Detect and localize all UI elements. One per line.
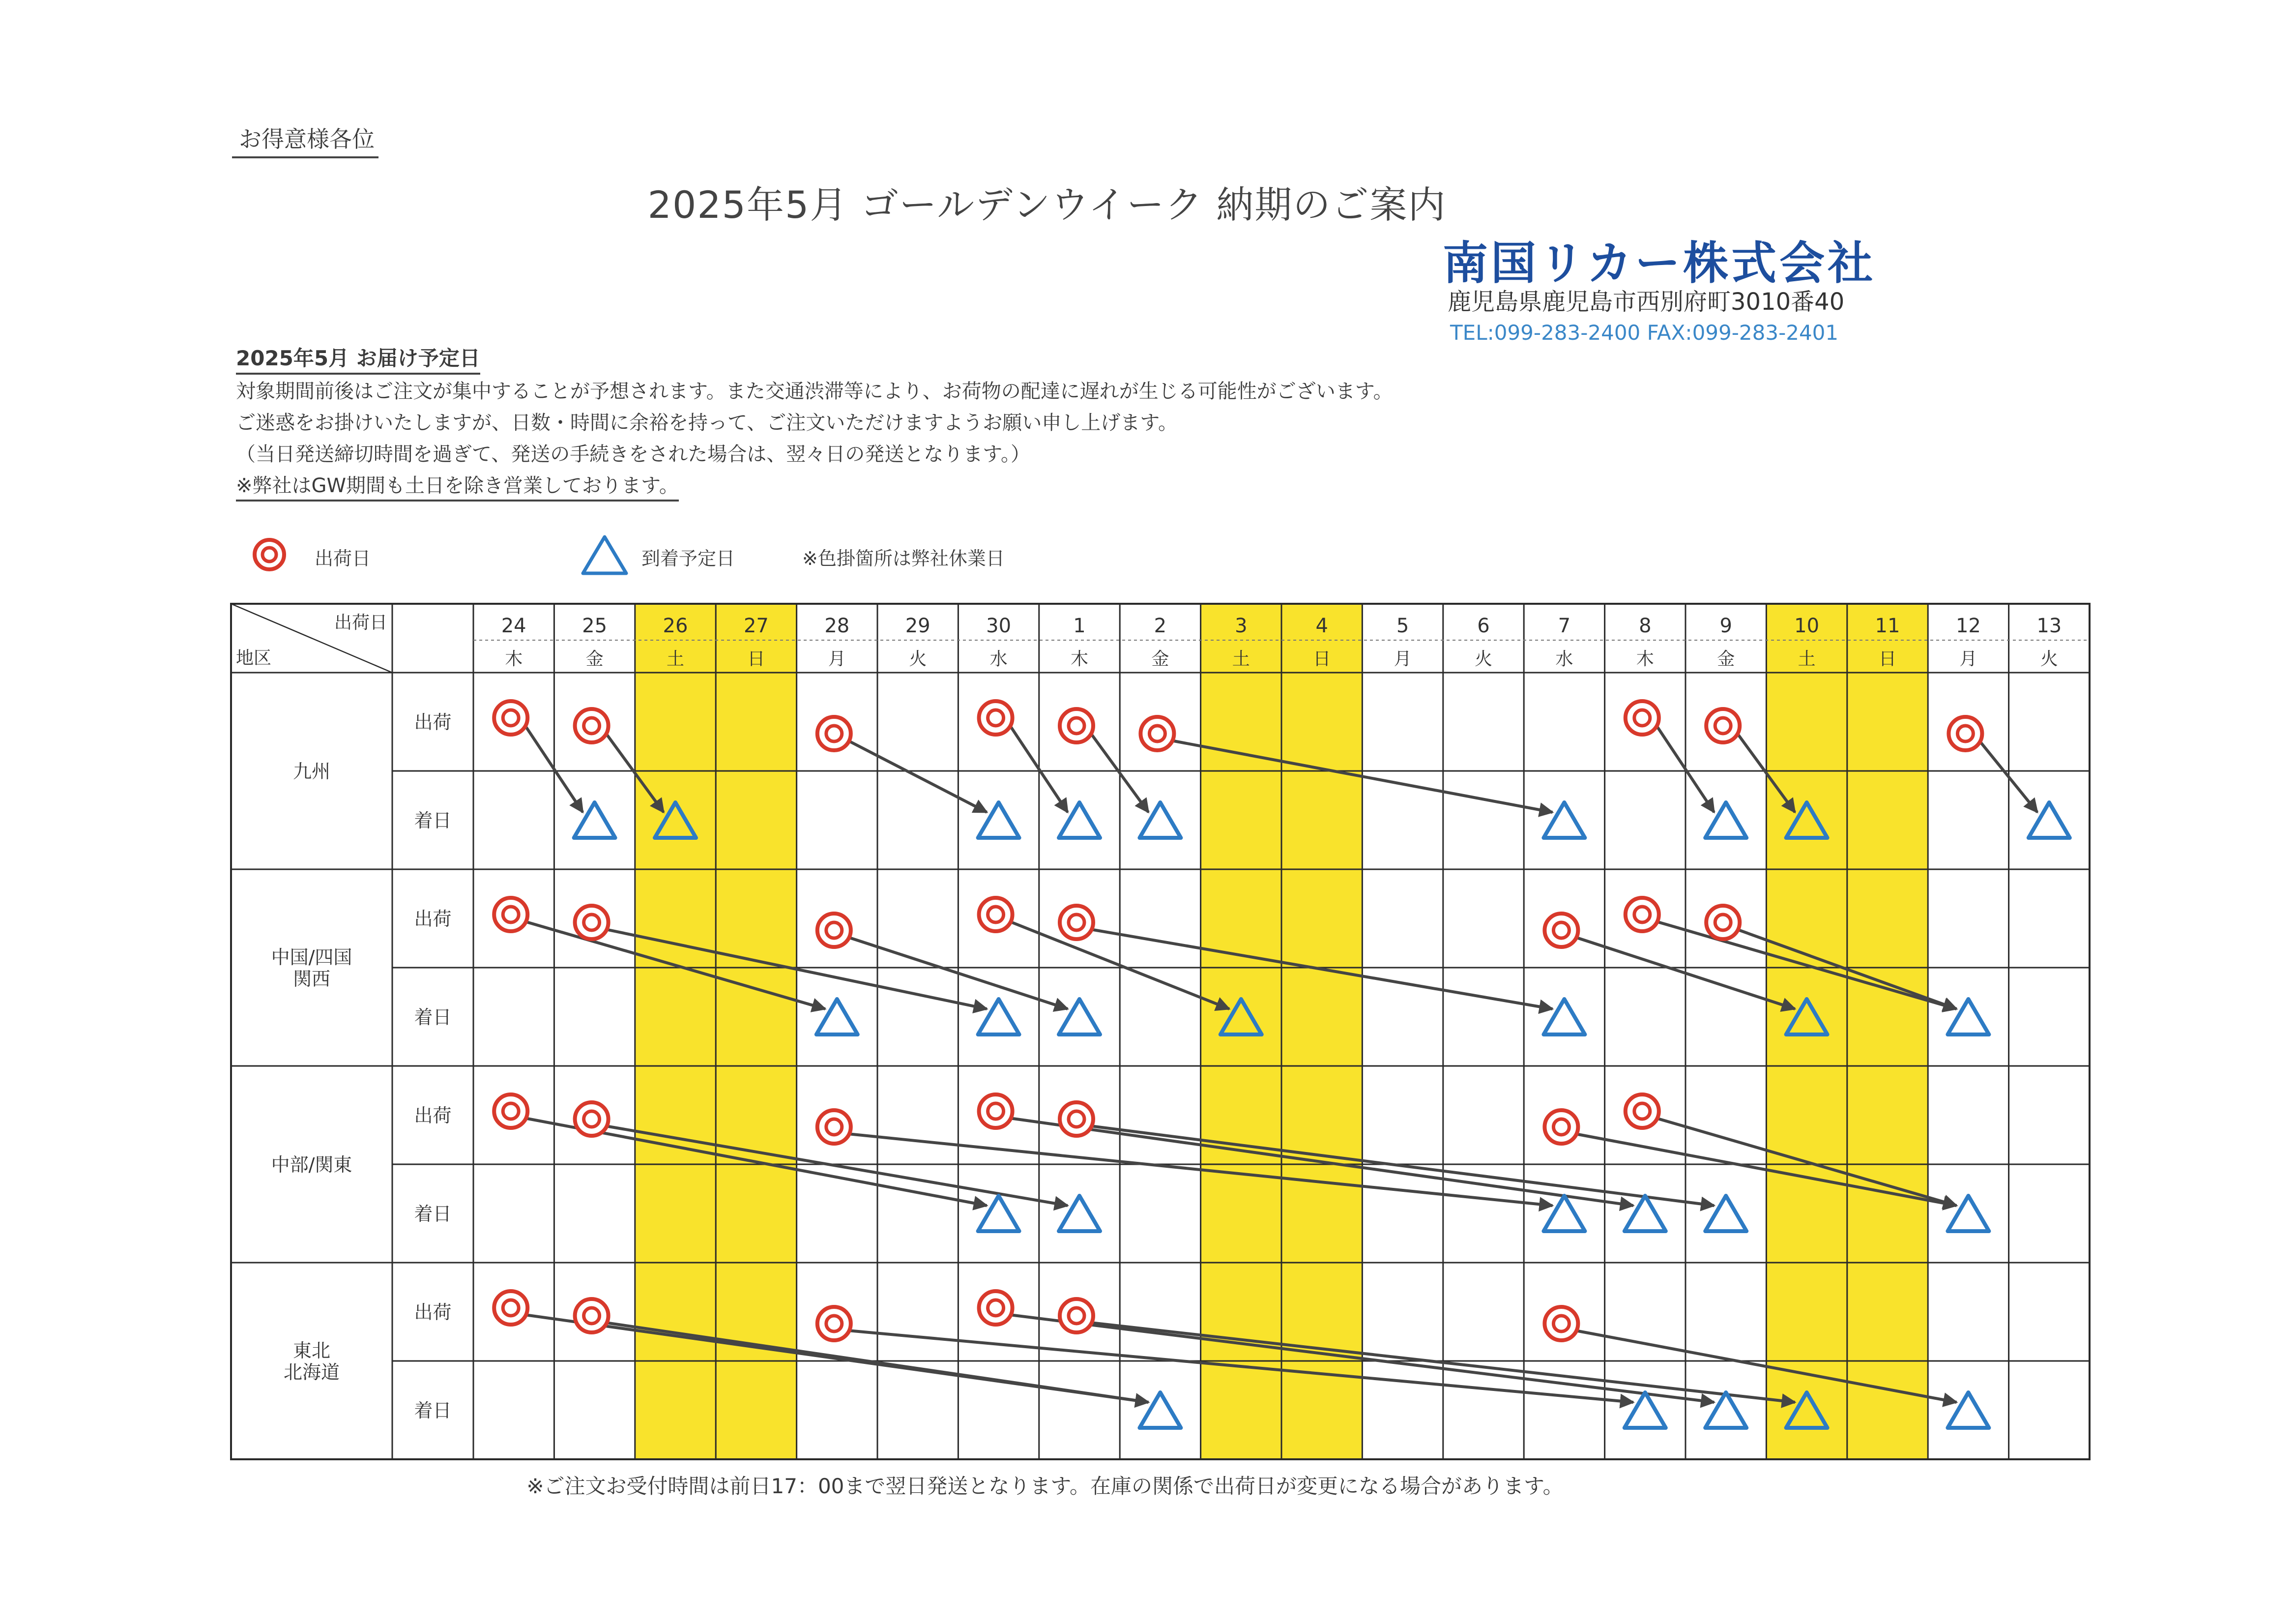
- ship-marker: [1060, 1102, 1093, 1136]
- row-label-arrive: 着日: [414, 1203, 452, 1225]
- arrive-marker: [1139, 1392, 1181, 1428]
- arrive-marker: [978, 1196, 1019, 1231]
- arrive-marker: [1705, 1392, 1746, 1428]
- arrive-marker: [1543, 999, 1585, 1034]
- arrive-marker: [816, 999, 858, 1034]
- holiday-column: [716, 604, 796, 1459]
- arrive-marker: [1947, 1392, 1989, 1428]
- header-weekday: 土: [1798, 649, 1816, 669]
- header-date: 6: [1477, 615, 1490, 637]
- arrive-marker: [978, 802, 1019, 838]
- header-weekday: 木: [1636, 649, 1654, 669]
- ship-marker: [1060, 1299, 1093, 1332]
- ship-marker: [1626, 701, 1659, 735]
- header-date: 29: [905, 615, 930, 637]
- header-date: 9: [1719, 615, 1732, 637]
- row-label-arrive: 着日: [414, 810, 452, 831]
- arrive-marker: [1543, 802, 1585, 838]
- header-date: 5: [1396, 615, 1409, 637]
- header-weekday: 木: [1070, 649, 1089, 669]
- ship-marker: [1626, 898, 1659, 931]
- ship-marker: [1948, 717, 1982, 750]
- header-weekday: 金: [1151, 649, 1169, 669]
- header-date: 11: [1875, 615, 1900, 637]
- header-date: 30: [986, 615, 1012, 637]
- arrive-marker: [1543, 1196, 1585, 1231]
- region-name: 関西: [292, 968, 331, 990]
- header-date: 24: [501, 615, 526, 637]
- ship-marker: [1060, 906, 1093, 939]
- header-weekday: 土: [1232, 649, 1250, 669]
- region-name: 北海道: [283, 1361, 340, 1383]
- region-name: 東北: [292, 1340, 331, 1361]
- header-weekday: 水: [989, 649, 1008, 669]
- ship-marker: [979, 898, 1013, 931]
- header-date: 13: [2036, 615, 2062, 637]
- ship-marker: [494, 898, 527, 931]
- ship-marker: [979, 1094, 1013, 1128]
- header-date: 25: [582, 615, 608, 637]
- holiday-column: [1281, 604, 1362, 1459]
- arrive-marker: [1947, 1196, 1989, 1231]
- ship-marker: [1626, 1094, 1659, 1128]
- header-weekday: 月: [1959, 649, 1977, 669]
- ship-marker: [1544, 1307, 1578, 1340]
- ship-marker: [979, 701, 1013, 735]
- ship-marker: [817, 1110, 851, 1144]
- ship-marker: [575, 1102, 609, 1136]
- header-date: 2: [1154, 615, 1167, 637]
- header-date: 27: [743, 615, 769, 637]
- header-weekday: 金: [1717, 649, 1735, 669]
- row-label-ship: 出荷: [414, 1105, 452, 1126]
- legend-arrive-label: 到着予定日: [641, 548, 735, 569]
- holiday-column: [1201, 604, 1281, 1459]
- region-name: 中部/関東: [271, 1154, 352, 1176]
- header-weekday: 月: [828, 649, 846, 669]
- arrive-marker: [1625, 1196, 1666, 1231]
- legend-closed-note: ※色掛箇所は弊社休業日: [802, 548, 1005, 569]
- header-date: 28: [824, 615, 850, 637]
- region-name: 中国/四国: [271, 946, 352, 968]
- arrive-marker: [1705, 1196, 1746, 1231]
- page-title: 2025年5月 ゴールデンウイーク 納期のご案内: [647, 183, 1447, 227]
- ship-marker: [1706, 709, 1740, 742]
- ship-arrow: [1090, 1126, 1714, 1206]
- legend-ship-label: 出荷日: [315, 548, 371, 569]
- header-date: 7: [1558, 615, 1571, 637]
- ship-marker: [1544, 914, 1578, 947]
- ship-marker: [979, 1291, 1013, 1325]
- header-date: 8: [1639, 615, 1652, 637]
- header-weekday: 日: [1313, 649, 1331, 669]
- notice-line: （当日発送締切時間を過ぎて、発送の手続きをされた場合は、翌々日の発送となります。）: [236, 443, 1030, 466]
- company-tel-fax: TEL:099-283-2400 FAX:099-283-2401: [1450, 321, 1839, 345]
- notice-line: ※弊社はGW期間も土日を除き営業しております。: [236, 472, 679, 502]
- company-address: 鹿児島県鹿児島市西別府町3010番40: [1448, 288, 1845, 316]
- header-weekday: 火: [1474, 649, 1493, 669]
- notice-heading: 2025年5月 お届け予定日: [236, 344, 480, 375]
- ship-arrow: [848, 740, 987, 812]
- header-weekday: 火: [909, 649, 927, 669]
- header-weekday: 木: [505, 649, 523, 669]
- ship-marker: [817, 1307, 851, 1340]
- ship-marker: [1140, 717, 1174, 750]
- ship-marker: [1544, 1110, 1578, 1144]
- holiday-column: [1847, 604, 1928, 1459]
- header-date: 1: [1073, 615, 1086, 637]
- header-date: 12: [1955, 615, 1981, 637]
- header-weekday: 日: [747, 649, 765, 669]
- arrive-marker: [1059, 999, 1100, 1034]
- header-weekday: 金: [585, 649, 604, 669]
- arrive-marker: [1625, 1392, 1666, 1428]
- header-weekday: 水: [1555, 649, 1573, 669]
- header-weekday: 火: [2040, 649, 2058, 669]
- ship-marker: [494, 1291, 527, 1325]
- addressee: お得意様各位: [232, 124, 378, 158]
- ship-marker: [817, 914, 851, 947]
- ship-marker: [575, 1299, 609, 1332]
- company-name: 南国リカー株式会社: [1443, 237, 1876, 290]
- corner-region-label: 地区: [236, 648, 272, 668]
- row-label-arrive: 着日: [414, 1400, 452, 1421]
- notice-line: ご迷惑をお掛けいたしますが、日数・時間に余裕を持って、ご注文いただけますようお願い申し上げます。: [236, 412, 1178, 434]
- notice-line: 対象期間前後はご注文が集中することが予想されます。また交通渋滞等により、お荷物の配達に遅れが生じる可能性がございます。: [236, 380, 1393, 403]
- header-weekday: 土: [666, 649, 685, 669]
- ship-marker: [1706, 906, 1740, 939]
- holiday-column: [1766, 604, 1847, 1459]
- arrive-marker: [978, 999, 1019, 1034]
- header-date: 3: [1235, 615, 1248, 637]
- row-label-ship: 出荷: [414, 1301, 452, 1323]
- ship-marker: [1060, 709, 1093, 742]
- header-date: 26: [663, 615, 688, 637]
- footnote: ※ご注文お受付時間は前日17：00まで翌日発送となります。在庫の関係で出荷日が変更になる場合があります。: [526, 1474, 1564, 1498]
- header-weekday: 日: [1878, 649, 1897, 669]
- header-date: 4: [1315, 615, 1328, 637]
- ship-marker: [494, 1094, 527, 1128]
- ship-marker: [817, 717, 851, 750]
- row-label-ship: 出荷: [414, 711, 452, 733]
- header-date: 10: [1794, 615, 1820, 637]
- ship-marker: [494, 701, 527, 735]
- header-weekday: 月: [1394, 649, 1412, 669]
- region-name: 九州: [292, 761, 331, 782]
- arrive-marker: [1059, 1196, 1100, 1231]
- ship-marker: [575, 709, 609, 742]
- corner-ship-label: 出荷日: [334, 613, 387, 633]
- arrive-marker: [1947, 999, 1989, 1034]
- ship-marker: [575, 906, 609, 939]
- row-label-arrive: 着日: [414, 1006, 452, 1028]
- row-label-ship: 出荷: [414, 908, 452, 930]
